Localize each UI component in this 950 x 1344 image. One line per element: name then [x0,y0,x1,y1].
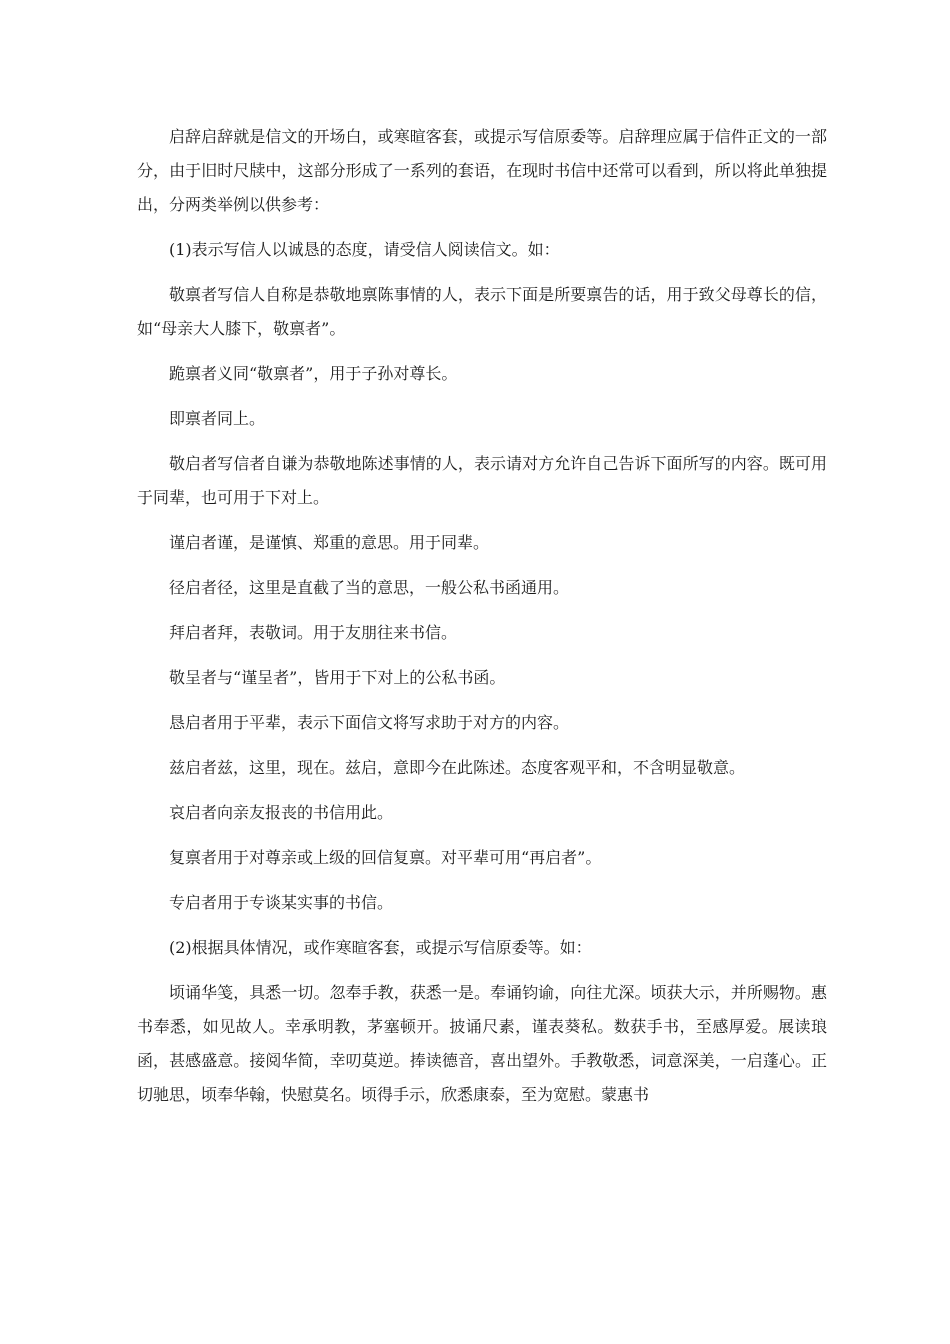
paragraph-category-1: (1)表示写信人以诚恳的态度，请受信人阅读信文。如： [169,240,560,259]
paragraph-aiqizhe: 哀启者向亲友报丧的书信用此。 [169,803,394,822]
paragraph-fubinzhe: 复禀者用于对尊亲或上级的回信复禀。对平辈可用“再启者”。 [169,848,602,867]
paragraph-jingchengzhe: 敬呈者与“谨呈者”，皆用于下对上的公私书函。 [169,668,506,687]
paragraph-kenqizhe: 恳启者用于平辈，表示下面信文将写求助于对方的内容。 [169,713,570,732]
paragraph-category-2: (2)根据具体情况，或作寒暄客套，或提示写信原委等。如： [169,938,592,957]
paragraph-jibinzhe: 即禀者同上。 [169,409,266,428]
paragraph-jingqizhe: 敬启者写信者自谦为恭敬地陈述事情的人，表示请对方允许自己告诉下面所写的内容。既可用于同辈，也可用于下对上。 [137,454,827,507]
paragraph-baiqizhe: 拜启者拜，表敬词。用于友朋往来书信。 [169,623,458,642]
paragraph-ziqizhe: 兹启者兹，这里，现在。兹启，意即今在此陈述。态度客观平和，不含明显敬意。 [169,758,746,777]
paragraph-jingbinzhe: 敬禀者写信人自称是恭敬地禀陈事情的人，表示下面是所要禀告的话，用于致父母尊长的信，如“母亲大人膝下，敬禀者”。 [137,285,827,338]
paragraph-greeting-examples: 顷诵华笺，具悉一切。忽奉手教，获悉一是。奉诵钧谕，向往尤深。顷获大示，并所赐物。惠书奉悉，如见故人。幸承明教，茅塞顿开。披诵尺素，谨表葵私。数获手书，至感厚爱。展读琅函，甚感盛意。接阅华简，幸叨莫逆。捧读德音，喜出望外。手教敬悉，词意深美，一启蓬心。正切驰思，顷奉华翰，快慰莫名。顷得手示，欣悉康泰，至为宽慰。蒙惠书 [137,983,827,1104]
paragraph-zhuanqizhe: 专启者用于专谈某实事的书信。 [169,893,394,912]
document-body [137,120,827,1123]
paragraph-jinqizhe: 谨启者谨，是谨慎、郑重的意思。用于同辈。 [169,533,490,552]
paragraph-intro: 启辞启辞就是信文的开场白，或寒暄客套，或提示写信原委等。启辞理应属于信件正文的一部分，由于旧时尺牍中，这部分形成了一系列的套语，在现时书信中还常可以看到，所以将此单独提出，分两类举例以供参考： [137,127,827,214]
paragraph-jingqizhe-direct: 径启者径，这里是直截了当的意思，一般公私书函通用。 [169,578,570,597]
paragraph-guibinzhe: 跪禀者义同“敬禀者”，用于子孙对尊长。 [169,364,458,383]
